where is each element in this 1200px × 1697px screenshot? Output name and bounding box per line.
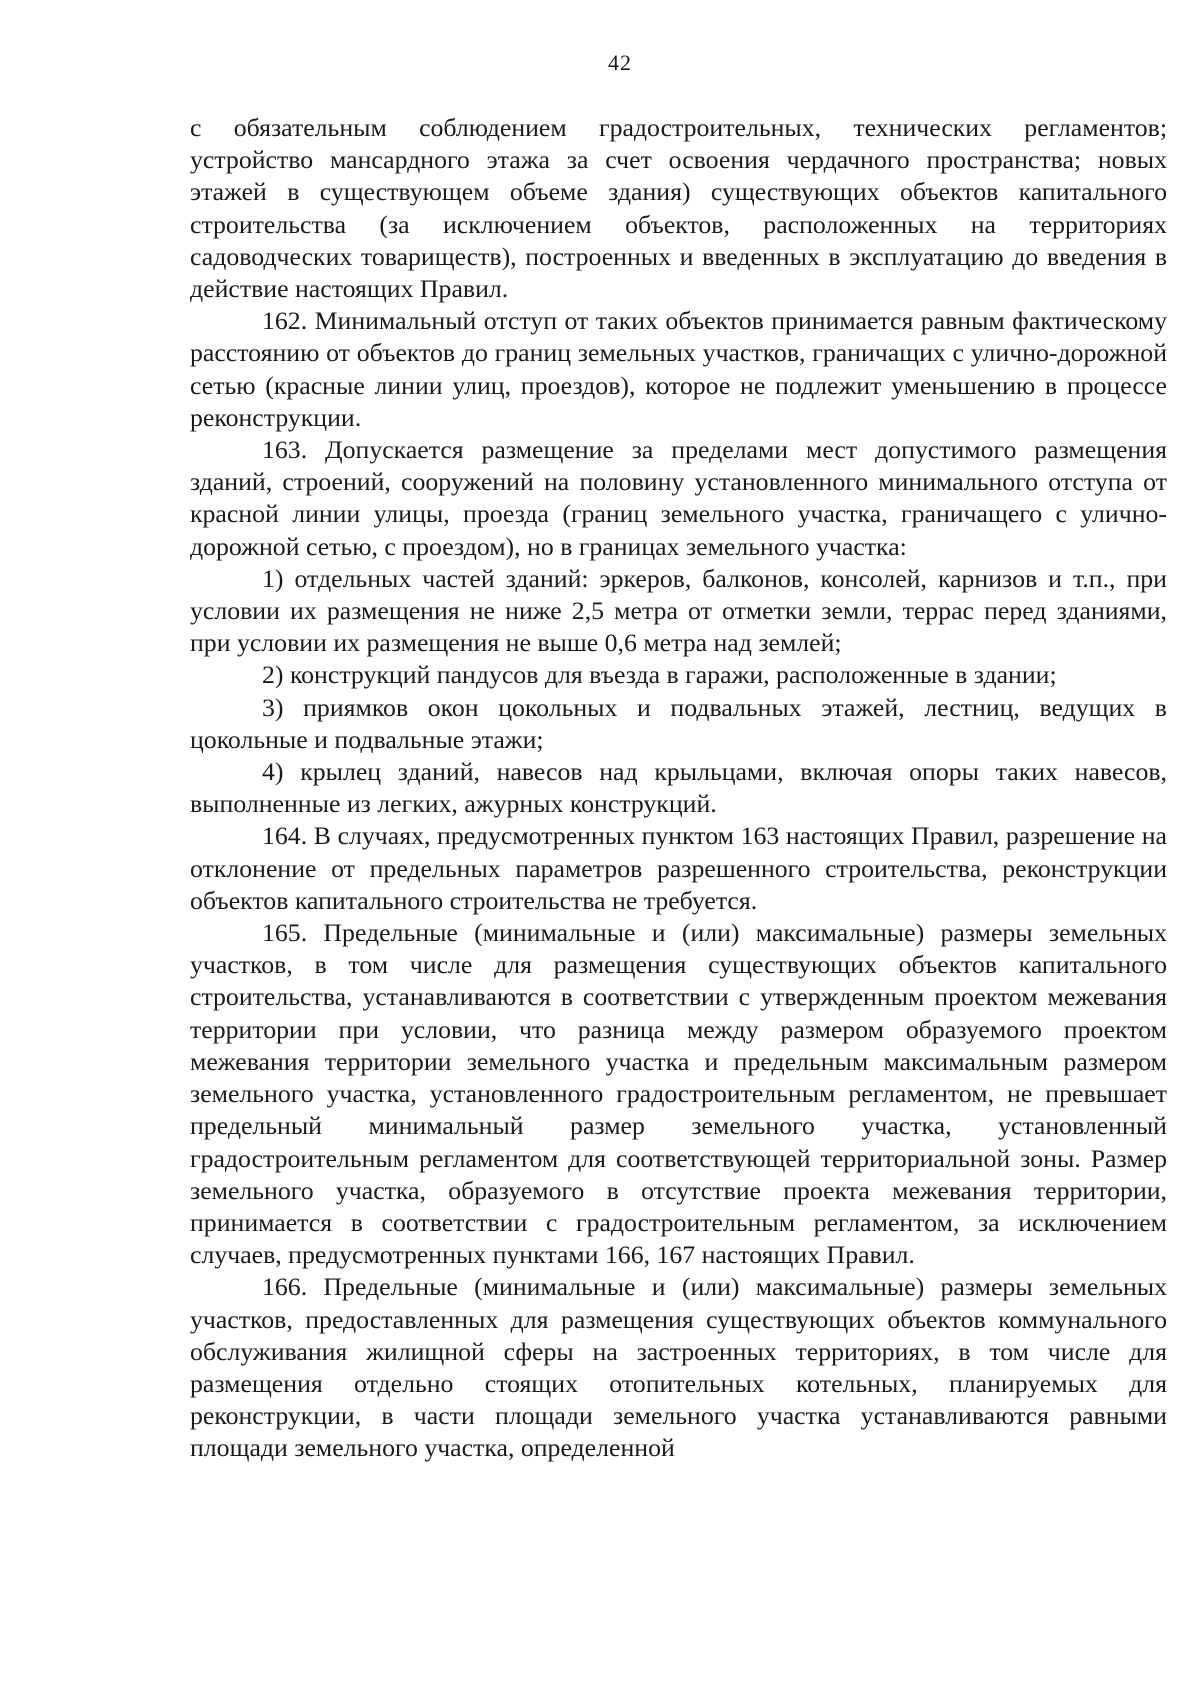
list-item-4: 4) крылец зданий, навесов над крыльцами, включая опоры таких навесов, выполненные из легких, ажурных конструкций. xyxy=(190,757,1167,819)
paragraph-162: 162. Минимальный отступ от таких объектов принимается равным фактическому расстоянию от объектов до границ земельных участков, граничащих с улично-дорожной сетью (красные линии улиц, проездов), которое не подлежит уменьшению в процессе реконструкции. xyxy=(190,306,1167,432)
paragraph-163: 163. Допускается размещение за пределами мест допустимого размещения зданий, строений, сооружений на половину установленного минимального отступа от красной линии улицы, проезда (границ земельного участка, граничащего с улично-дорожной сетью, с проездом), но в границах земельного участка: xyxy=(190,435,1167,561)
paragraph-continuation: с обязательным соблюдением градостроительных, технических регламентов; устройство мансардного этажа за счет освоения чердачного пространства; новых этажей в существующем объеме здания) существующих объектов капитального строительства (за исключением объектов, расположенных на территориях садоводческих товариществ), построенных и введенных в эксплуатацию до введения в действие настоящих Правил. xyxy=(190,113,1167,304)
paragraph-164: 164. В случаях, предусмотренных пунктом 163 настоящих Правил, разрешение на отклонение от предельных параметров разрешенного строительства, реконструкции объектов капитального строительства не требуется. xyxy=(190,821,1167,915)
list-item-1: 1) отдельных частей зданий: эркеров, балконов, консолей, карнизов и т.п., при условии их размещения не ниже 2,5 метра от отметки земли, террас перед зданиями, при условии их размещения не выше 0,6 метра над землей; xyxy=(190,563,1167,658)
paragraph-166: 166. Предельные (минимальные и (или) максимальные) размеры земельных участков, предоставленных для размещения существующих объектов коммунального обслуживания жилищной сферы на застроенных территориях, в том числе для размещения отдельно стоящих отопительных котельных, планируемых для реконструкции, в части площади земельного участка устанавливаются равными площади земельного участка, определенной xyxy=(190,1272,1167,1463)
page-number: 42 xyxy=(608,50,632,75)
list-item-3: 3) приямков окон цокольных и подвальных этажей, лестниц, ведущих в цокольные и подвальные этажи; xyxy=(190,692,1167,754)
paragraph-165: 165. Предельные (минимальные и (или) максимальные) размеры земельных участков, в том числе для размещения существующих объектов капитального строительства, устанавливаются в соответствии с утвержденным проектом межевания территории при условии, что разница между размером образуемого проектом межевания территории земельного участка и предельным максимальным размером земельного участка, установленного градостроительным регламентом, не превышает предельный минимальный размер земельного участка, установленный градостроительным регламентом для соответствующей территориальной зоны. Размер земельного участка, образуемого в отсутствие проекта межевания территории, принимается в соответствии с градостроительным регламентом, за исключением случаев, предусмотренных пунктами 166, 167 настоящих Правил. xyxy=(190,918,1167,1270)
document-body xyxy=(190,112,1167,1465)
list-item-2: 2) конструкций пандусов для въезда в гаражи, расположенные в здании; xyxy=(262,660,1057,690)
